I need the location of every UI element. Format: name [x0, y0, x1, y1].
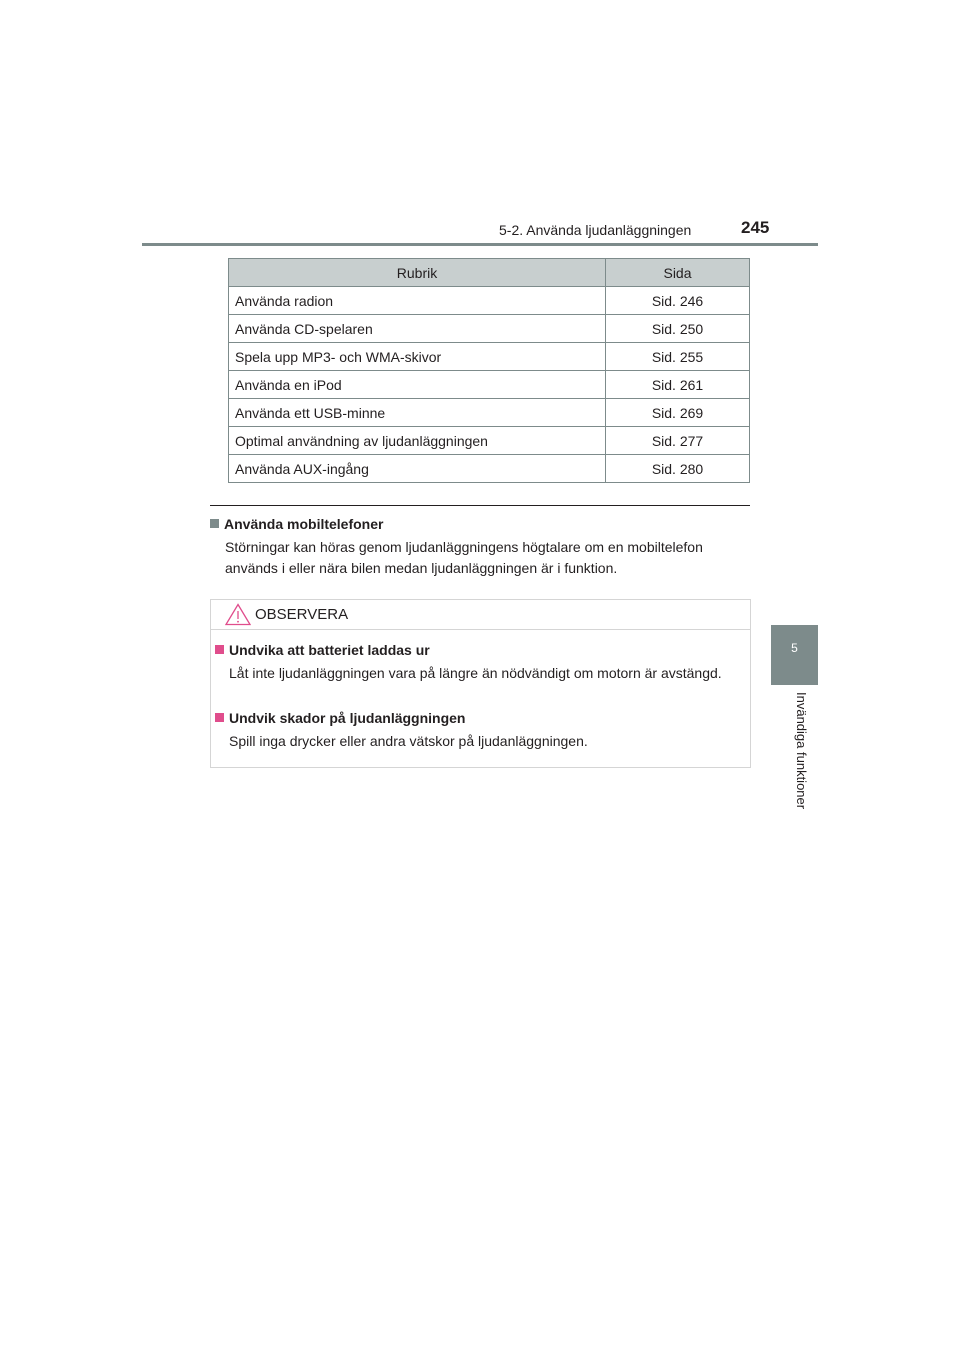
row-page: Sid. 277 [606, 427, 750, 455]
row-page: Sid. 250 [606, 315, 750, 343]
column-header-title: Rubrik [229, 259, 606, 287]
table-header-row [229, 259, 750, 287]
row-title: Använda radion [229, 287, 606, 315]
chapter-label: Invändiga funktioner [794, 692, 809, 810]
mobile-heading-text: Använda mobiltelefoner [224, 516, 384, 532]
row-page: Sid. 269 [606, 399, 750, 427]
row-title: Använda AUX-ingång [229, 455, 606, 483]
notice-item-heading [215, 642, 430, 658]
square-bullet-icon [215, 713, 224, 722]
notice-item-heading-text: Undvika att batteriet laddas ur [229, 642, 430, 658]
table-row [229, 455, 750, 483]
column-header-page: Sida [606, 259, 750, 287]
mobile-section-text: Störningar kan höras genom ljudanläggningens högtalare om en mobiltelefon används i eller nära bilen medan ljudanläggningen är i funktion. [225, 539, 703, 576]
reference-table [228, 258, 750, 483]
notice-item-heading-text: Undvik skador på ljudanläggningen [229, 710, 466, 726]
row-title: Använda ett USB-minne [229, 399, 606, 427]
square-bullet-icon [210, 519, 219, 528]
row-page: Sid. 246 [606, 287, 750, 315]
chapter-number: 5 [791, 641, 798, 655]
table-row [229, 315, 750, 343]
row-title: Använda CD-spelaren [229, 315, 606, 343]
table-row [229, 343, 750, 371]
row-title: Använda en iPod [229, 371, 606, 399]
square-bullet-icon [215, 645, 224, 654]
section-title: 5-2. Använda ljudanläggningen [499, 222, 692, 238]
row-page: Sid. 261 [606, 371, 750, 399]
warning-triangle-icon [225, 603, 251, 626]
notice-item-text: Spill inga drycker eller andra vätskor på ljudanläggningen. [229, 733, 588, 749]
notice-item-heading [215, 710, 465, 726]
notice-header [211, 600, 750, 630]
table-row [229, 399, 750, 427]
row-title: Spela upp MP3- och WMA-skivor [229, 343, 606, 371]
chapter-tab [771, 625, 818, 685]
table-row [229, 287, 750, 315]
page-number: 245 [741, 218, 770, 237]
table-row [229, 427, 750, 455]
notice-title: OBSERVERA [255, 606, 349, 623]
table-row [229, 371, 750, 399]
row-page: Sid. 280 [606, 455, 750, 483]
section-divider [210, 505, 750, 506]
header-divider [142, 243, 818, 246]
row-title: Optimal användning av ljudanläggningen [229, 427, 606, 455]
notice-box [210, 599, 751, 768]
row-page: Sid. 255 [606, 343, 750, 371]
notice-item-text: Låt inte ljudanläggningen vara på längre än nödvändigt om motorn är avstängd. [229, 665, 722, 681]
mobile-section-heading [210, 516, 383, 532]
